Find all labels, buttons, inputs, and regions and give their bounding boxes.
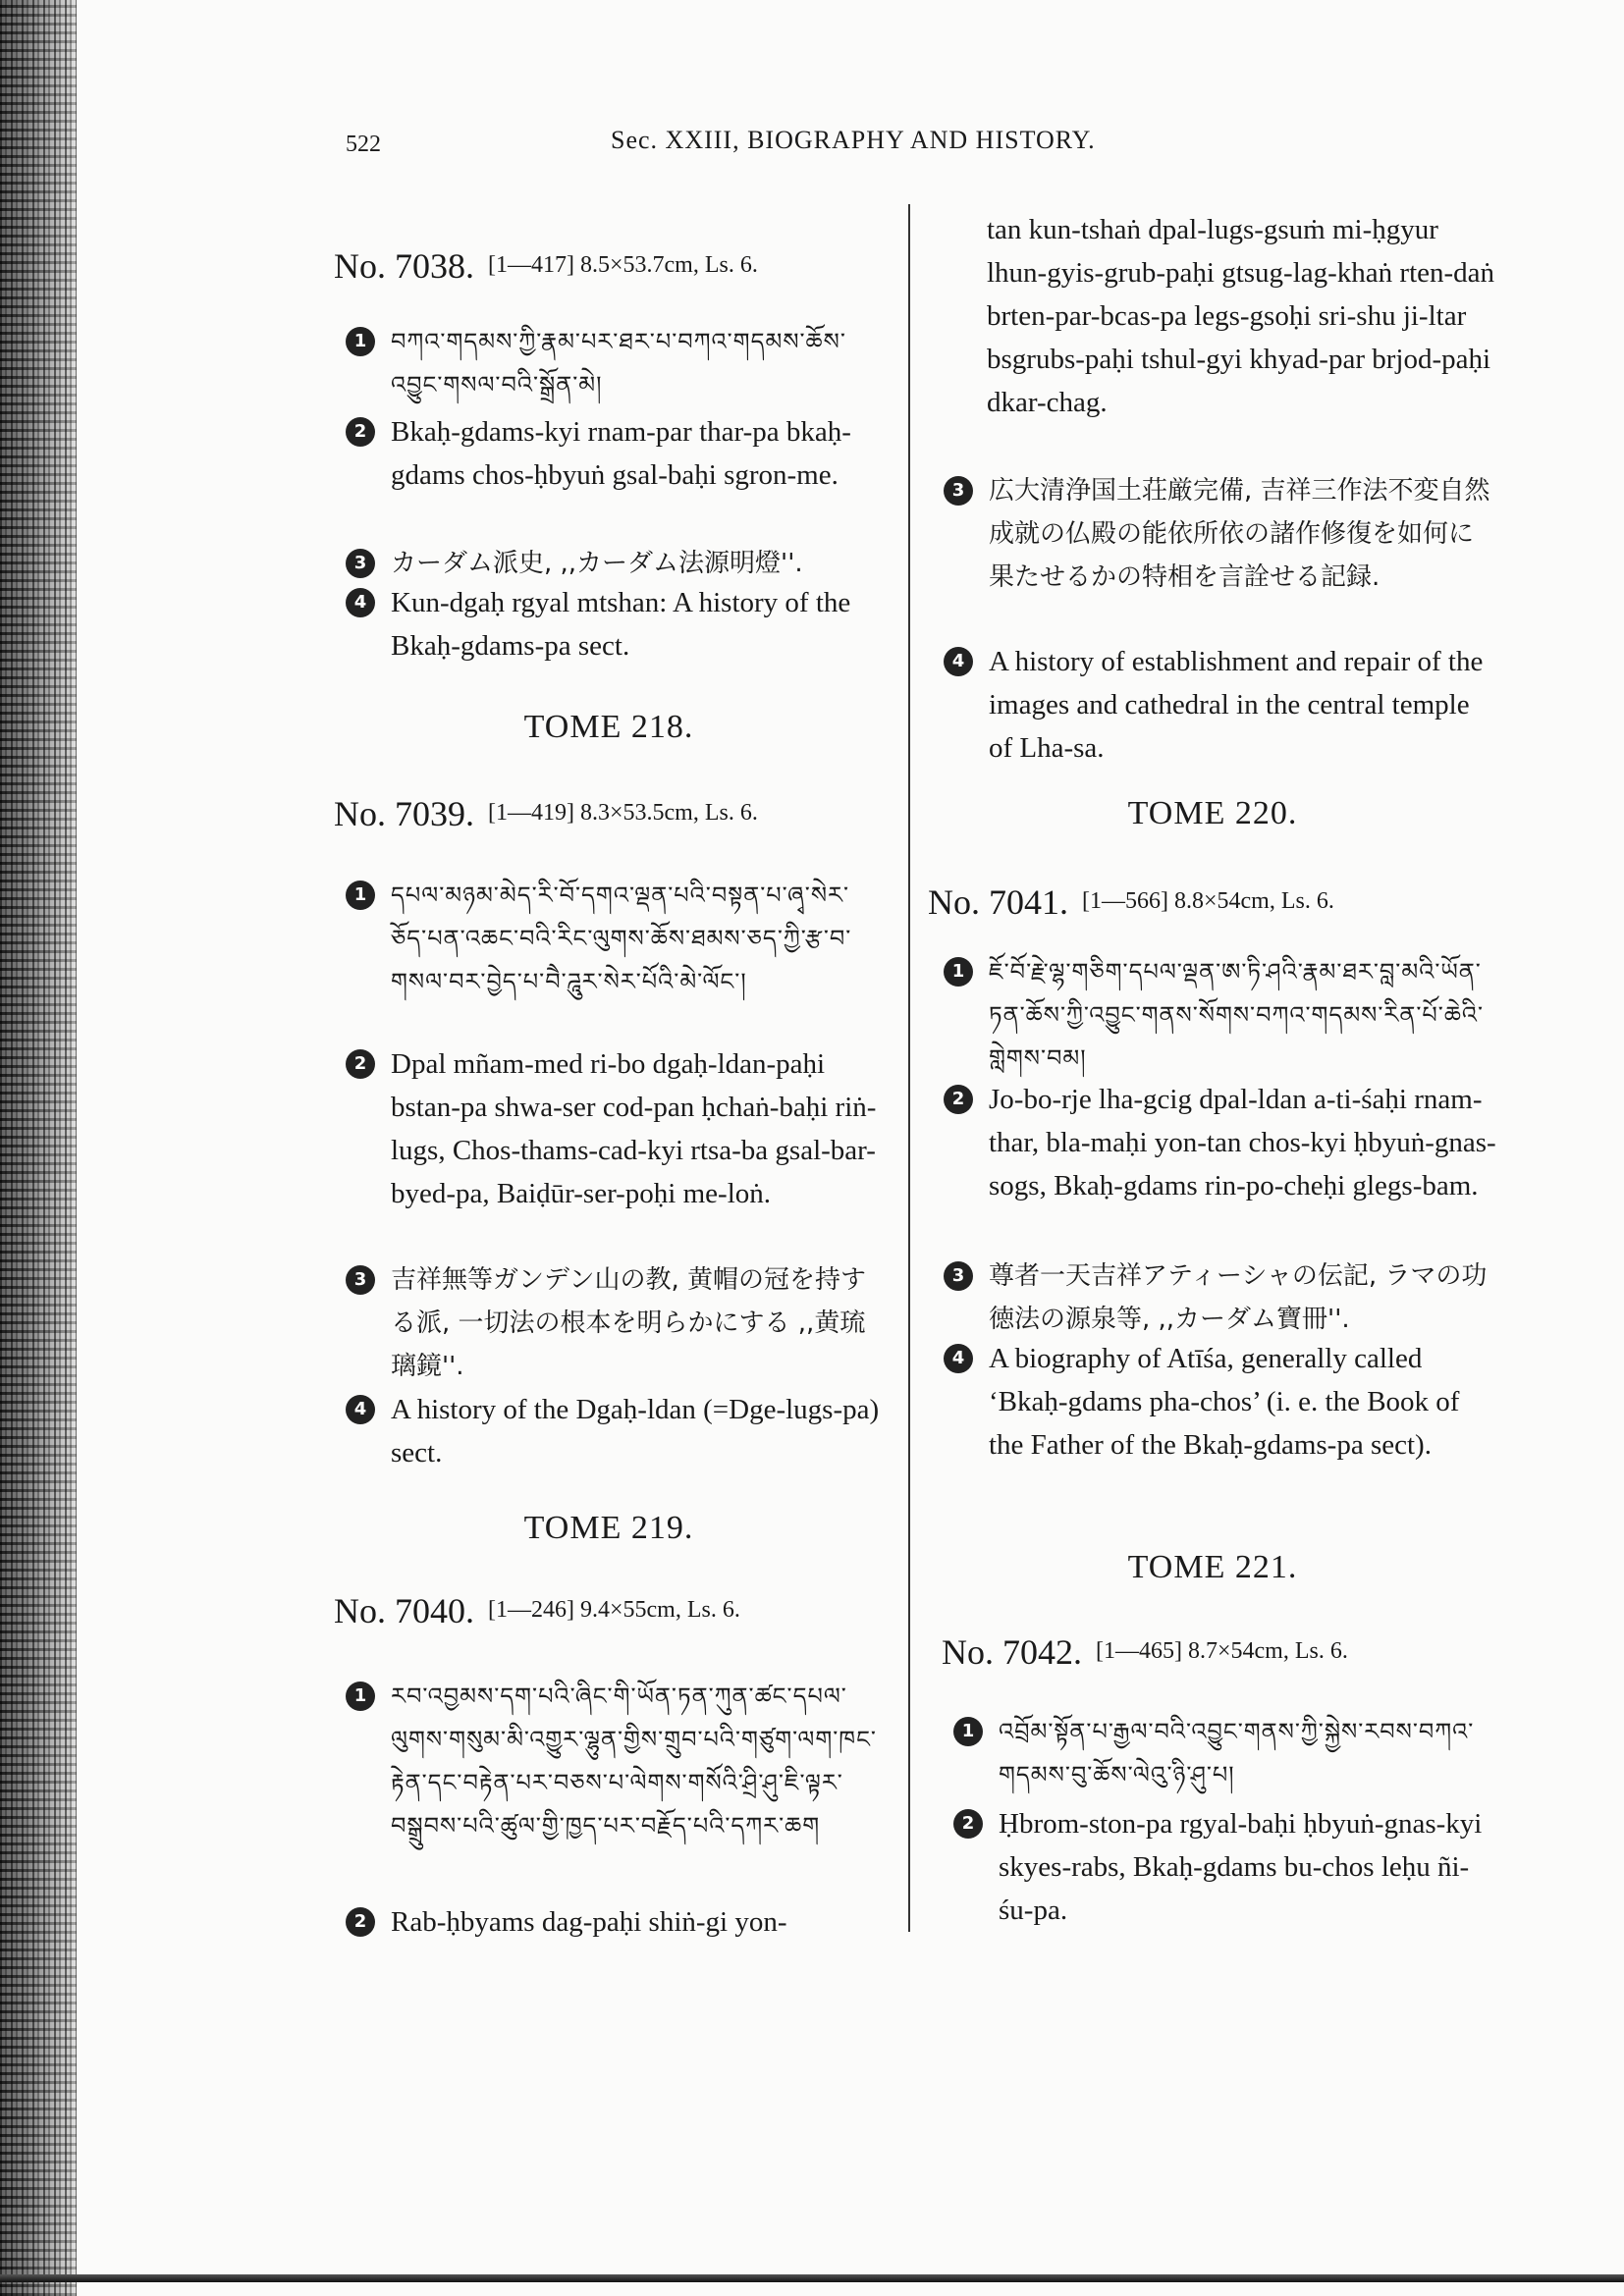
marker-4: 4 <box>346 588 375 617</box>
entry-7040-romanized <box>346 1900 884 1944</box>
marker-1: 1 <box>944 957 973 987</box>
tome-219-heading: TOME 219. <box>523 1510 694 1546</box>
page-header <box>0 126 1624 165</box>
entry-7042-tibetan <box>953 1710 1497 1796</box>
english-description: Kun-dgaḥ rgyal mtshan: A history of the Bkaḥ-gdams-pa sect. <box>391 587 851 662</box>
tibetan-title: ཇོ་བོ་རྗེ་ལྷ་གཅིག་དཔལ་ལྡན་ཨ་ཏི་ཤའི་རྣམ་ཐར་བླ་མའི་ཡོན་ཏན་ཆོས་ཀྱི་འབྱུང་གནས་སོགས་བཀའ་གདམས་རིན་པོ་ཆེའི་གླེགས་བམ། <box>989 958 1485 1072</box>
entry-7039-heading <box>334 793 758 834</box>
marker-2: 2 <box>944 1085 973 1114</box>
entry-7038-english <box>346 581 884 667</box>
romanized-title: Dpal mñam-med ri-bo dgaḥ-ldan-paḥi bstan-pa shwa-ser cod-pan ḥchaṅ-baḥi riṅ-lugs, Chos-thams-cad-kyi rtsa-ba gsal-bar-byed-pa, Baiḍūr-ser-poḥi me-loṅ. <box>391 1048 877 1209</box>
entry-7039-japanese <box>346 1258 884 1388</box>
japanese-title: カーダム派史, ,,カーダム法源明燈''. <box>391 549 803 578</box>
scan-binding-edge <box>0 0 77 2296</box>
entry-7038-heading <box>334 245 758 287</box>
running-head: Sec. XXIII, BIOGRAPHY AND HISTORY. <box>611 126 1096 154</box>
japanese-title: 尊者一天吉祥アティーシャの伝記, ラマの功徳法の源泉等, ,,カーダム寶冊''. <box>989 1261 1488 1334</box>
tome-221-heading: TOME 221. <box>1127 1549 1298 1585</box>
entry-7039-tibetan <box>346 874 884 1003</box>
marker-4: 4 <box>346 1395 375 1424</box>
entry-7041-tibetan <box>944 950 1497 1080</box>
entry-7042-heading <box>942 1631 1348 1673</box>
marker-2: 2 <box>953 1809 983 1839</box>
marker-4: 4 <box>944 647 973 676</box>
scan-bottom-edge <box>0 2274 1624 2282</box>
entry-meta: [1—417] 8.5×53.7cm, Ls. 6. <box>488 252 758 278</box>
entry-7039-english <box>346 1388 884 1474</box>
entry-7042-romanized <box>953 1802 1497 1932</box>
romanized-title: Ḥbrom-ston-pa rgyal-baḥi ḥbyuṅ-gnas-kyi skyes-rabs, Bkaḥ-gdams bu-chos leḥu ñi-śu-pa. <box>999 1808 1483 1926</box>
entry-meta: [1—566] 8.8×54cm, Ls. 6. <box>1082 888 1334 914</box>
romanized-title: Rab-ḥbyams dag-paḥi shiṅ-gi yon- <box>391 1906 787 1938</box>
japanese-title: 吉祥無等ガンデン山の教, 黄帽の冠を持する派, 一切法の根本を明らかにする ,,黄琉璃鏡''. <box>391 1265 867 1381</box>
tome-218-heading: TOME 218. <box>523 709 694 745</box>
marker-4: 4 <box>944 1344 973 1373</box>
marker-3: 3 <box>944 1261 973 1291</box>
entry-7040-heading <box>334 1590 740 1631</box>
romanized-title: Bkaḥ-gdams-kyi rnam-par thar-pa bkaḥ-gdams chos-ḥbyuṅ gsal-baḥi sgron-me. <box>391 416 851 491</box>
marker-2: 2 <box>346 1049 375 1079</box>
entry-7038-japanese <box>346 542 884 585</box>
entry-number: No. 7038. <box>334 246 474 286</box>
entry-7041-heading <box>928 881 1334 923</box>
entry-7041-japanese <box>944 1255 1497 1341</box>
entry-number: No. 7042. <box>942 1632 1082 1672</box>
marker-2: 2 <box>346 417 375 447</box>
entry-meta: [1—465] 8.7×54cm, Ls. 6. <box>1096 1638 1348 1664</box>
entry-7040-english <box>944 640 1497 770</box>
marker-1: 1 <box>953 1717 983 1746</box>
tibetan-title: དཔལ་མཉམ་མེད་རི་བོ་དགའ་ལྡན་པའི་བསྟན་པ་ཞྭ་སེར་ཅོད་པན་འཆང་བའི་རིང་ལུགས་ཆོས་ཐམས་ཅད་ཀྱི་རྩ་བ་གསལ་བར་བྱེད་པ་བཻ་ཌཱུར་སེར་པོའི་མེ་ལོང་། <box>391 881 852 995</box>
page-number: 522 <box>346 132 381 157</box>
marker-1: 1 <box>346 1682 375 1711</box>
tibetan-title: འབྲོམ་སྟོན་པ་རྒྱལ་བའི་འབྱུང་གནས་ཀྱི་སྐྱེས་རབས་བཀའ་གདམས་བུ་ཆོས་ལེའུ་ཉི་ཤུ་པ། <box>999 1718 1475 1789</box>
entry-7041-romanized <box>944 1078 1497 1207</box>
marker-3: 3 <box>944 476 973 506</box>
entry-7040-romanized-continued: tan kun-tshaṅ dpal-lugs-gsuṁ mi-ḥgyur lhun-gyis-grub-paḥi gtsug-lag-khaṅ rten-daṅ brten-par-bcas-pa legs-gsoḥi sri-shu ji-ltar bsgrubs-paḥi tshul-gyi khyad-par brjod-paḥi dkar-chag. <box>987 214 1495 418</box>
entry-7040-tibetan <box>346 1675 884 1847</box>
english-description: A biography of Atīśa, generally called ‘Bkaḥ-gdams pha-chos’ (i. e. the Book of the Father of the Bkaḥ-gdams-pa sect). <box>989 1343 1460 1461</box>
english-description: A history of the Dgaḥ-ldan (=Dge-lugs-pa) sect. <box>391 1394 880 1468</box>
entry-7038-tibetan <box>346 320 884 406</box>
entry-meta: [1—246] 9.4×55cm, Ls. 6. <box>488 1597 740 1623</box>
tome-220-heading: TOME 220. <box>1127 795 1298 831</box>
romanized-title: Jo-bo-rje lha-gcig dpal-ldan a-ti-śaḥi rnam-thar, bla-maḥi yon-tan chos-kyi ḥbyuṅ-gnas-sogs, Bkaḥ-gdams rin-po-cheḥi glegs-bam. <box>989 1084 1496 1201</box>
entry-number: No. 7039. <box>334 794 474 833</box>
marker-1: 1 <box>346 881 375 910</box>
entry-7041-english <box>944 1337 1497 1467</box>
english-description: A history of establishment and repair of the images and cathedral in the central temple of Lha-sa. <box>989 646 1484 764</box>
marker-3: 3 <box>346 549 375 578</box>
entry-7039-romanized <box>346 1042 884 1215</box>
marker-3: 3 <box>346 1265 375 1295</box>
japanese-title: 広大清浄国土荘厳完備, 吉祥三作法不変自然成就の仏殿の能依所依の諸作修復を如何に果たせるかの特相を言詮せる記録. <box>989 476 1490 592</box>
entry-7040-japanese <box>944 469 1497 599</box>
marker-1: 1 <box>346 327 375 356</box>
entry-number: No. 7040. <box>334 1591 474 1630</box>
column-divider <box>908 204 910 1932</box>
entry-meta: [1—419] 8.3×53.5cm, Ls. 6. <box>488 800 758 826</box>
tibetan-title: རབ་འབྱམས་དག་པའི་ཞིང་གི་ཡོན་ཏན་ཀུན་ཚང་དཔལ་ལུགས་གསུམ་མི་འགྱུར་ལྷུན་གྱིས་གྲུབ་པའི་གཙུག་ལག་ཁང་རྟེན་དང་བརྟེན་པར་བཅས་པ་ལེགས་གསོའི་ཤྲི་ཤུ་ཇི་ལྟར་བསྒྲུབས་པའི་ཚུལ་གྱི་ཁྱད་པར་བརྗོད་པའི་དཀར་ཆག <box>391 1682 877 1840</box>
entry-number: No. 7041. <box>928 882 1068 922</box>
marker-2: 2 <box>346 1907 375 1937</box>
entry-7038-romanized <box>346 410 884 497</box>
tibetan-title: བཀའ་གདམས་ཀྱི་རྣམ་པར་ཐར་པ་བཀའ་གདམས་ཆོས་འབྱུང་གསལ་བའི་སྒྲོན་མེ། <box>391 328 846 399</box>
